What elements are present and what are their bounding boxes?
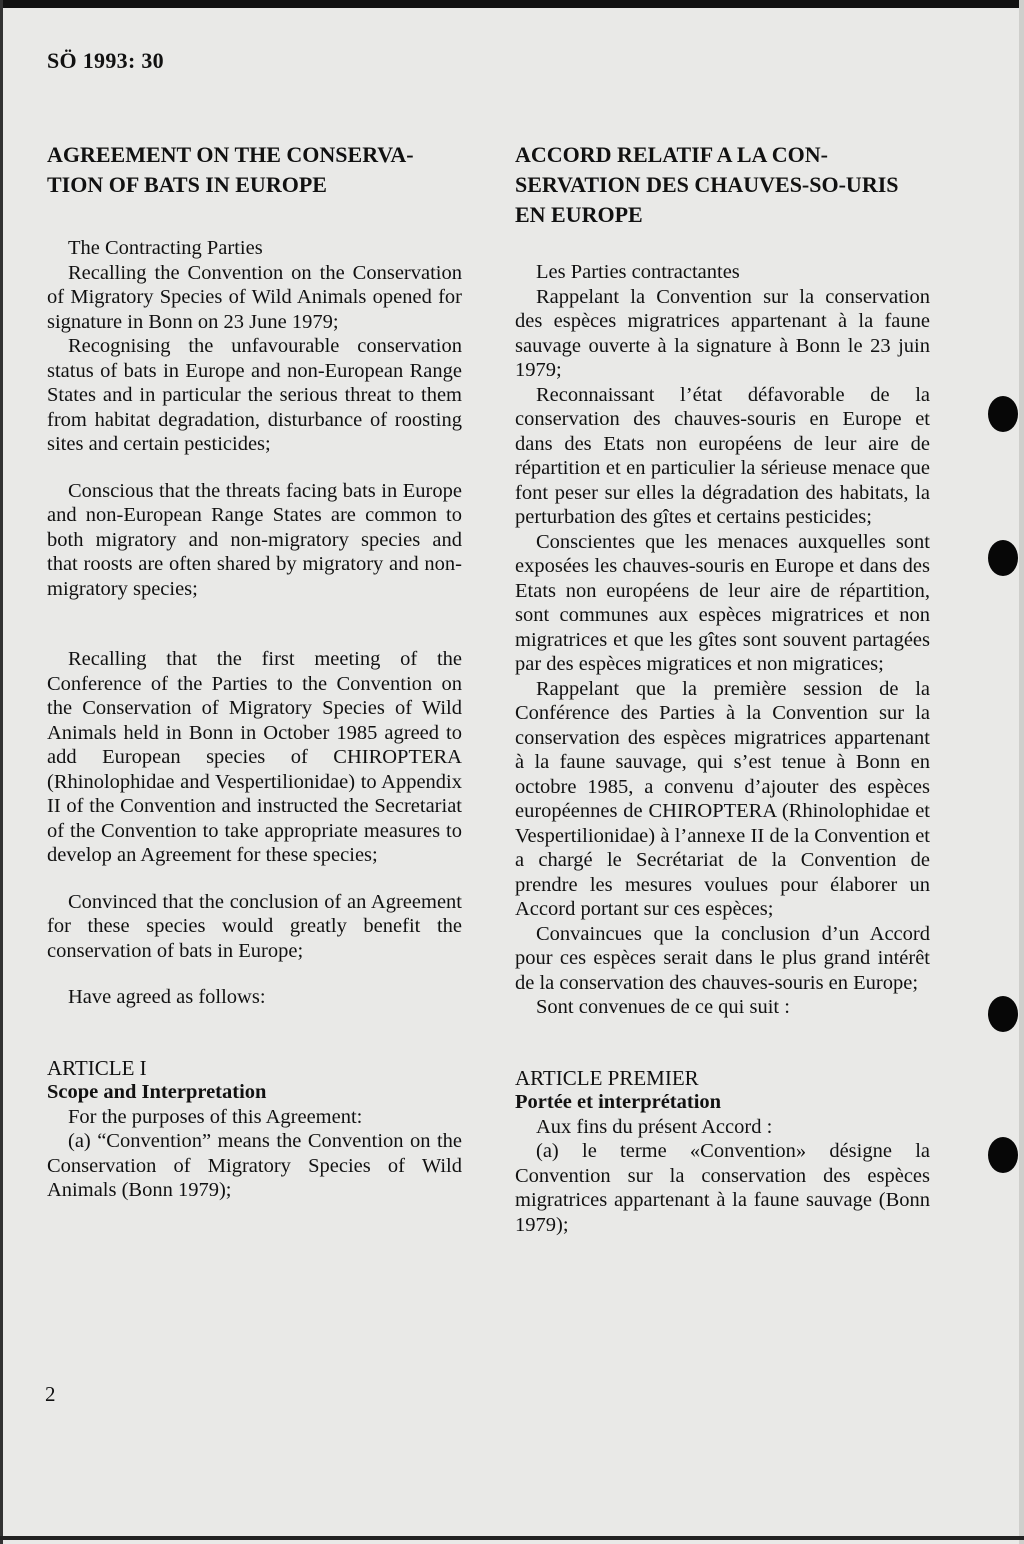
english-preamble-recalling: Recalling the Convention on the Conservation of Migratory Species of Wild Animals opened for signature in Bonn on 23 June 1979; [47, 261, 462, 333]
top-border-rule [0, 0, 1024, 8]
french-preamble-convaincues: Convaincues que la conclusion d’un Accord pour ces espèces serait dans le plus grand intérêt de la conservation des chauves-souris en Europe; [515, 922, 930, 994]
english-preamble-recalling-meeting: Recalling that the first meeting of the Conference of the Parties to the Convention on the Conservation of Migratory Species of Wild Animals held in Bonn in October 1985 agreed to add European species of CHIROPTERA (Rhinolophidae and Vespertilionidae) to Appendix II of the Convention and instructed the Secretariat of the Convention to take appropriate measures to develop an Agreement for these species; [47, 648, 462, 866]
french-preamble-parties: Les Parties contractantes [536, 261, 740, 283]
english-preamble-conscious: Conscious that the threats facing bats in Europe and non-European Range States are common to both migratory and non-migratory species and that roosts are often shared by migratory and non-migratory species; [47, 479, 462, 600]
left-page-edge [0, 0, 3, 1544]
english-agreed: Have agreed as follows: [68, 986, 266, 1008]
french-preamble-rappelant: Rappelant la Convention sur la conservation des espèces migratrices appartenant à la faune sauvage ouverte à la signature à Bonn le 23 juin 1979; [515, 285, 930, 381]
english-preamble-recognising: Recognising the unfavourable conservation status of bats in Europe and non-European Range States and in particular the serious threat to them from habitat degradation, disturbance of roosting sites and certain pesticides; [47, 335, 462, 455]
french-article-subheading: Portée et interprétation [515, 1091, 722, 1113]
english-article-clause-a: (a) “Convention” means the Convention on the Conservation of Migratory Species of Wild Animals (Bonn 1979); [47, 1130, 462, 1201]
punch-hole-mark [988, 1137, 1018, 1173]
french-title: ACCORD RELATIF A LA CON-SERVATION DES CHAUVES-SO-URIS EN EUROPE [515, 142, 899, 227]
right-page-edge [1019, 0, 1024, 1544]
french-preamble-reconnaissant: Reconnaissant l’état défavorable de la conservation des chauves-souris en Europe et dans des Etats non européens de leur aire de répartition et en particulier la sérieuse menace que font peser sur elles la dégradation des habitats, la perturbation des gîtes et certains pesticides; [515, 383, 930, 528]
french-article-clause-a: (a) le terme «Convention» désigne la Convention sur la conservation des espèces migratrices appartenant à la faune sauvage (Bonn 1979); [515, 1140, 930, 1236]
english-article-heading: ARTICLE I [47, 1055, 147, 1080]
punch-hole-mark [988, 996, 1018, 1032]
french-article-intro: Aux fins du présent Accord : [536, 1115, 773, 1138]
english-article-subheading: Scope and Interpretation [47, 1081, 267, 1103]
series-number: SÖ 1993: 30 [47, 48, 164, 73]
bottom-border-rule [0, 1536, 1024, 1540]
punch-hole-mark [988, 396, 1018, 432]
punch-hole-mark [988, 540, 1018, 576]
page-number: 2 [45, 1382, 56, 1406]
english-preamble-parties: The Contracting Parties [68, 237, 263, 259]
english-preamble-convinced: Convinced that the conclusion of an Agreement for these species would greatly benefit the conservation of bats in Europe; [47, 890, 462, 962]
english-title: AGREEMENT ON THE CONSERVA-TION OF BATS IN EUROPE [47, 142, 414, 197]
french-article-heading: ARTICLE PREMIER [515, 1065, 699, 1090]
french-column [515, 140, 930, 1237]
english-column [47, 140, 462, 1203]
french-preamble-conscientes: Conscientes que les menaces auxquelles sont exposées les chauves-souris en Europe et dans des Etats non européens de leur aire de répartition, sont communes aux espèces migratrices et non migratrices et que les gîtes sont souvent partagées par des espèces migratices et non migratices; [515, 530, 930, 675]
english-article-intro: For the purposes of this Agreement: [68, 1105, 363, 1128]
french-preamble-rappelant-session: Rappelant que la première session de la Conférence des Parties à la Convention sur la conservation des espèces migratrices appartenant à la faune sauvage, qui s’est tenue à Bonn en octobre 1985, a convenu d’ajouter des espèces européennes de CHIROPTERA (Rhinolophidae et Vespertilionidae) à l’annexe II de la Convention et a chargé le Secrétariat de la Convention de prendre les mesures voulues pour élaborer un Accord portant sur ces espèces; [515, 677, 930, 920]
french-agreed: Sont convenues de ce qui suit : [536, 996, 790, 1018]
